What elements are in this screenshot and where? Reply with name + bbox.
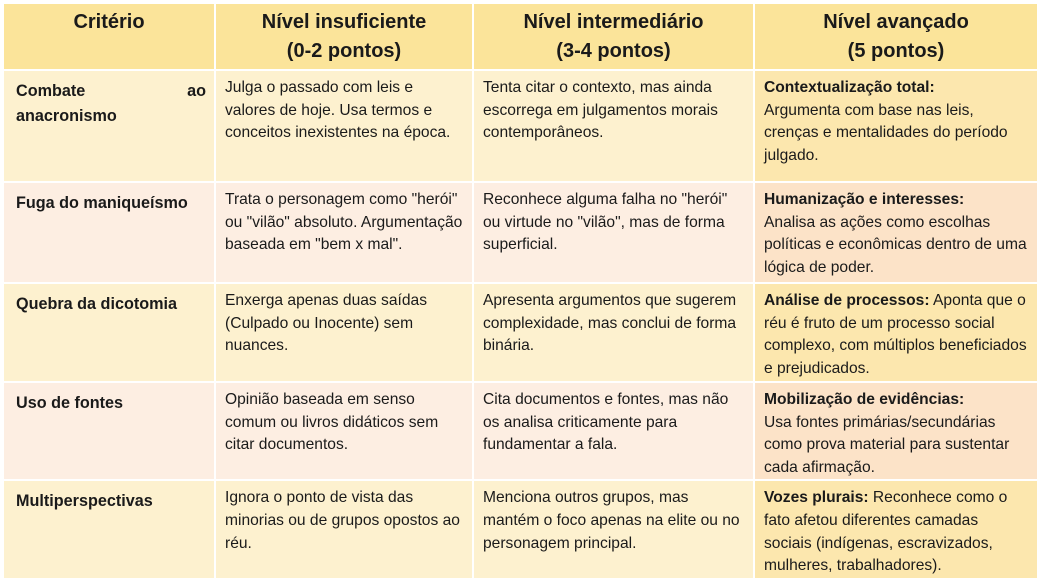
criterion-cell: Fuga do maniqueísmo (4, 183, 216, 284)
header-intermediate-points: (3-4 pontos) (556, 40, 671, 62)
insufficient-cell: Trata o personagem como "herói" ou "vilão" absoluto. Argumentação baseada em "bem x mal". (216, 183, 474, 284)
header-advanced (755, 4, 1037, 71)
advanced-lead: Análise de processos: (764, 292, 930, 309)
intermediate-cell: Menciona outros grupos, mas mantém o foco apenas na elite ou no personagem principal. (474, 481, 755, 580)
table-row (4, 71, 1037, 183)
criterion-cell: Combate ao anacronismo (4, 71, 216, 183)
header-insufficient-title: Nível insuficiente (261, 11, 427, 33)
criterion-cell: Multiperspectivas (4, 481, 216, 580)
advanced-cell (755, 481, 1037, 580)
header-criterion-title: Critério (73, 11, 145, 33)
advanced-text: Reconhece como o fato afetou diferentes camadas sociais (indígenas, escravizados, mulheres, trabalhadores). (764, 489, 1008, 575)
advanced-text: Aponta que o réu é fruto de um processo social complexo, com múltiplos beneficiados e prejudicados. (764, 292, 1027, 377)
rubric-body (4, 71, 1037, 580)
header-advanced-title: Nível avançado (823, 11, 969, 33)
table-row (4, 183, 1037, 284)
insufficient-cell: Opinião baseada em senso comum ou livros didáticos sem citar documentos. (216, 383, 474, 481)
advanced-text: Analisa as ações como escolhas políticas e econômicas dentro de uma lógica de poder. (764, 213, 1027, 276)
advanced-cell (755, 71, 1037, 183)
advanced-text: Argumenta com base nas leis, crenças e mentalidades do período julgado. (764, 101, 1008, 164)
advanced-cell (755, 383, 1037, 481)
header-intermediate-title: Nível intermediário (523, 11, 704, 33)
criterion-cell: Quebra da dicotomia (4, 284, 216, 383)
rubric-table (4, 4, 1037, 580)
advanced-lead: Mobilização de evidências: (764, 391, 965, 408)
rubric-header (4, 4, 1037, 71)
advanced-lead: Humanização e interesses: (764, 191, 965, 208)
header-row (4, 4, 1037, 71)
table-row (4, 383, 1037, 481)
advanced-cell (755, 284, 1037, 383)
intermediate-cell: Tenta citar o contexto, mas ainda escorrega em julgamentos morais contemporâneos. (474, 71, 755, 183)
header-criterion (4, 4, 216, 71)
criterion-cell: Uso de fontes (4, 383, 216, 481)
insufficient-cell: Ignora o ponto de vista das minorias ou de grupos opostos ao réu. (216, 481, 474, 580)
advanced-cell (755, 183, 1037, 284)
header-advanced-points: (5 pontos) (847, 40, 945, 62)
header-intermediate (474, 4, 755, 71)
table-row (4, 284, 1037, 383)
intermediate-cell: Apresenta argumentos que sugerem complexidade, mas conclui de forma binária. (474, 284, 755, 383)
insufficient-cell: Julga o passado com leis e valores de hoje. Usa termos e conceitos inexistentes na época. (216, 71, 474, 183)
advanced-lead: Contextualização total: (764, 79, 935, 96)
header-insufficient-points: (0-2 pontos) (286, 40, 402, 62)
insufficient-cell: Enxerga apenas duas saídas (Culpado ou Inocente) sem nuances. (216, 284, 474, 383)
intermediate-cell: Reconhece alguma falha no "herói" ou virtude no "vilão", mas de forma superficial. (474, 183, 755, 284)
advanced-lead: Vozes plurais: (764, 489, 869, 507)
table-row (4, 481, 1037, 580)
advanced-text: Usa fontes primárias/secundárias como prova material para sustentar cada afirmação. (764, 413, 1010, 476)
intermediate-cell: Cita documentos e fontes, mas não os analisa criticamente para fundamentar a fala. (474, 383, 755, 481)
header-insufficient (216, 4, 474, 71)
